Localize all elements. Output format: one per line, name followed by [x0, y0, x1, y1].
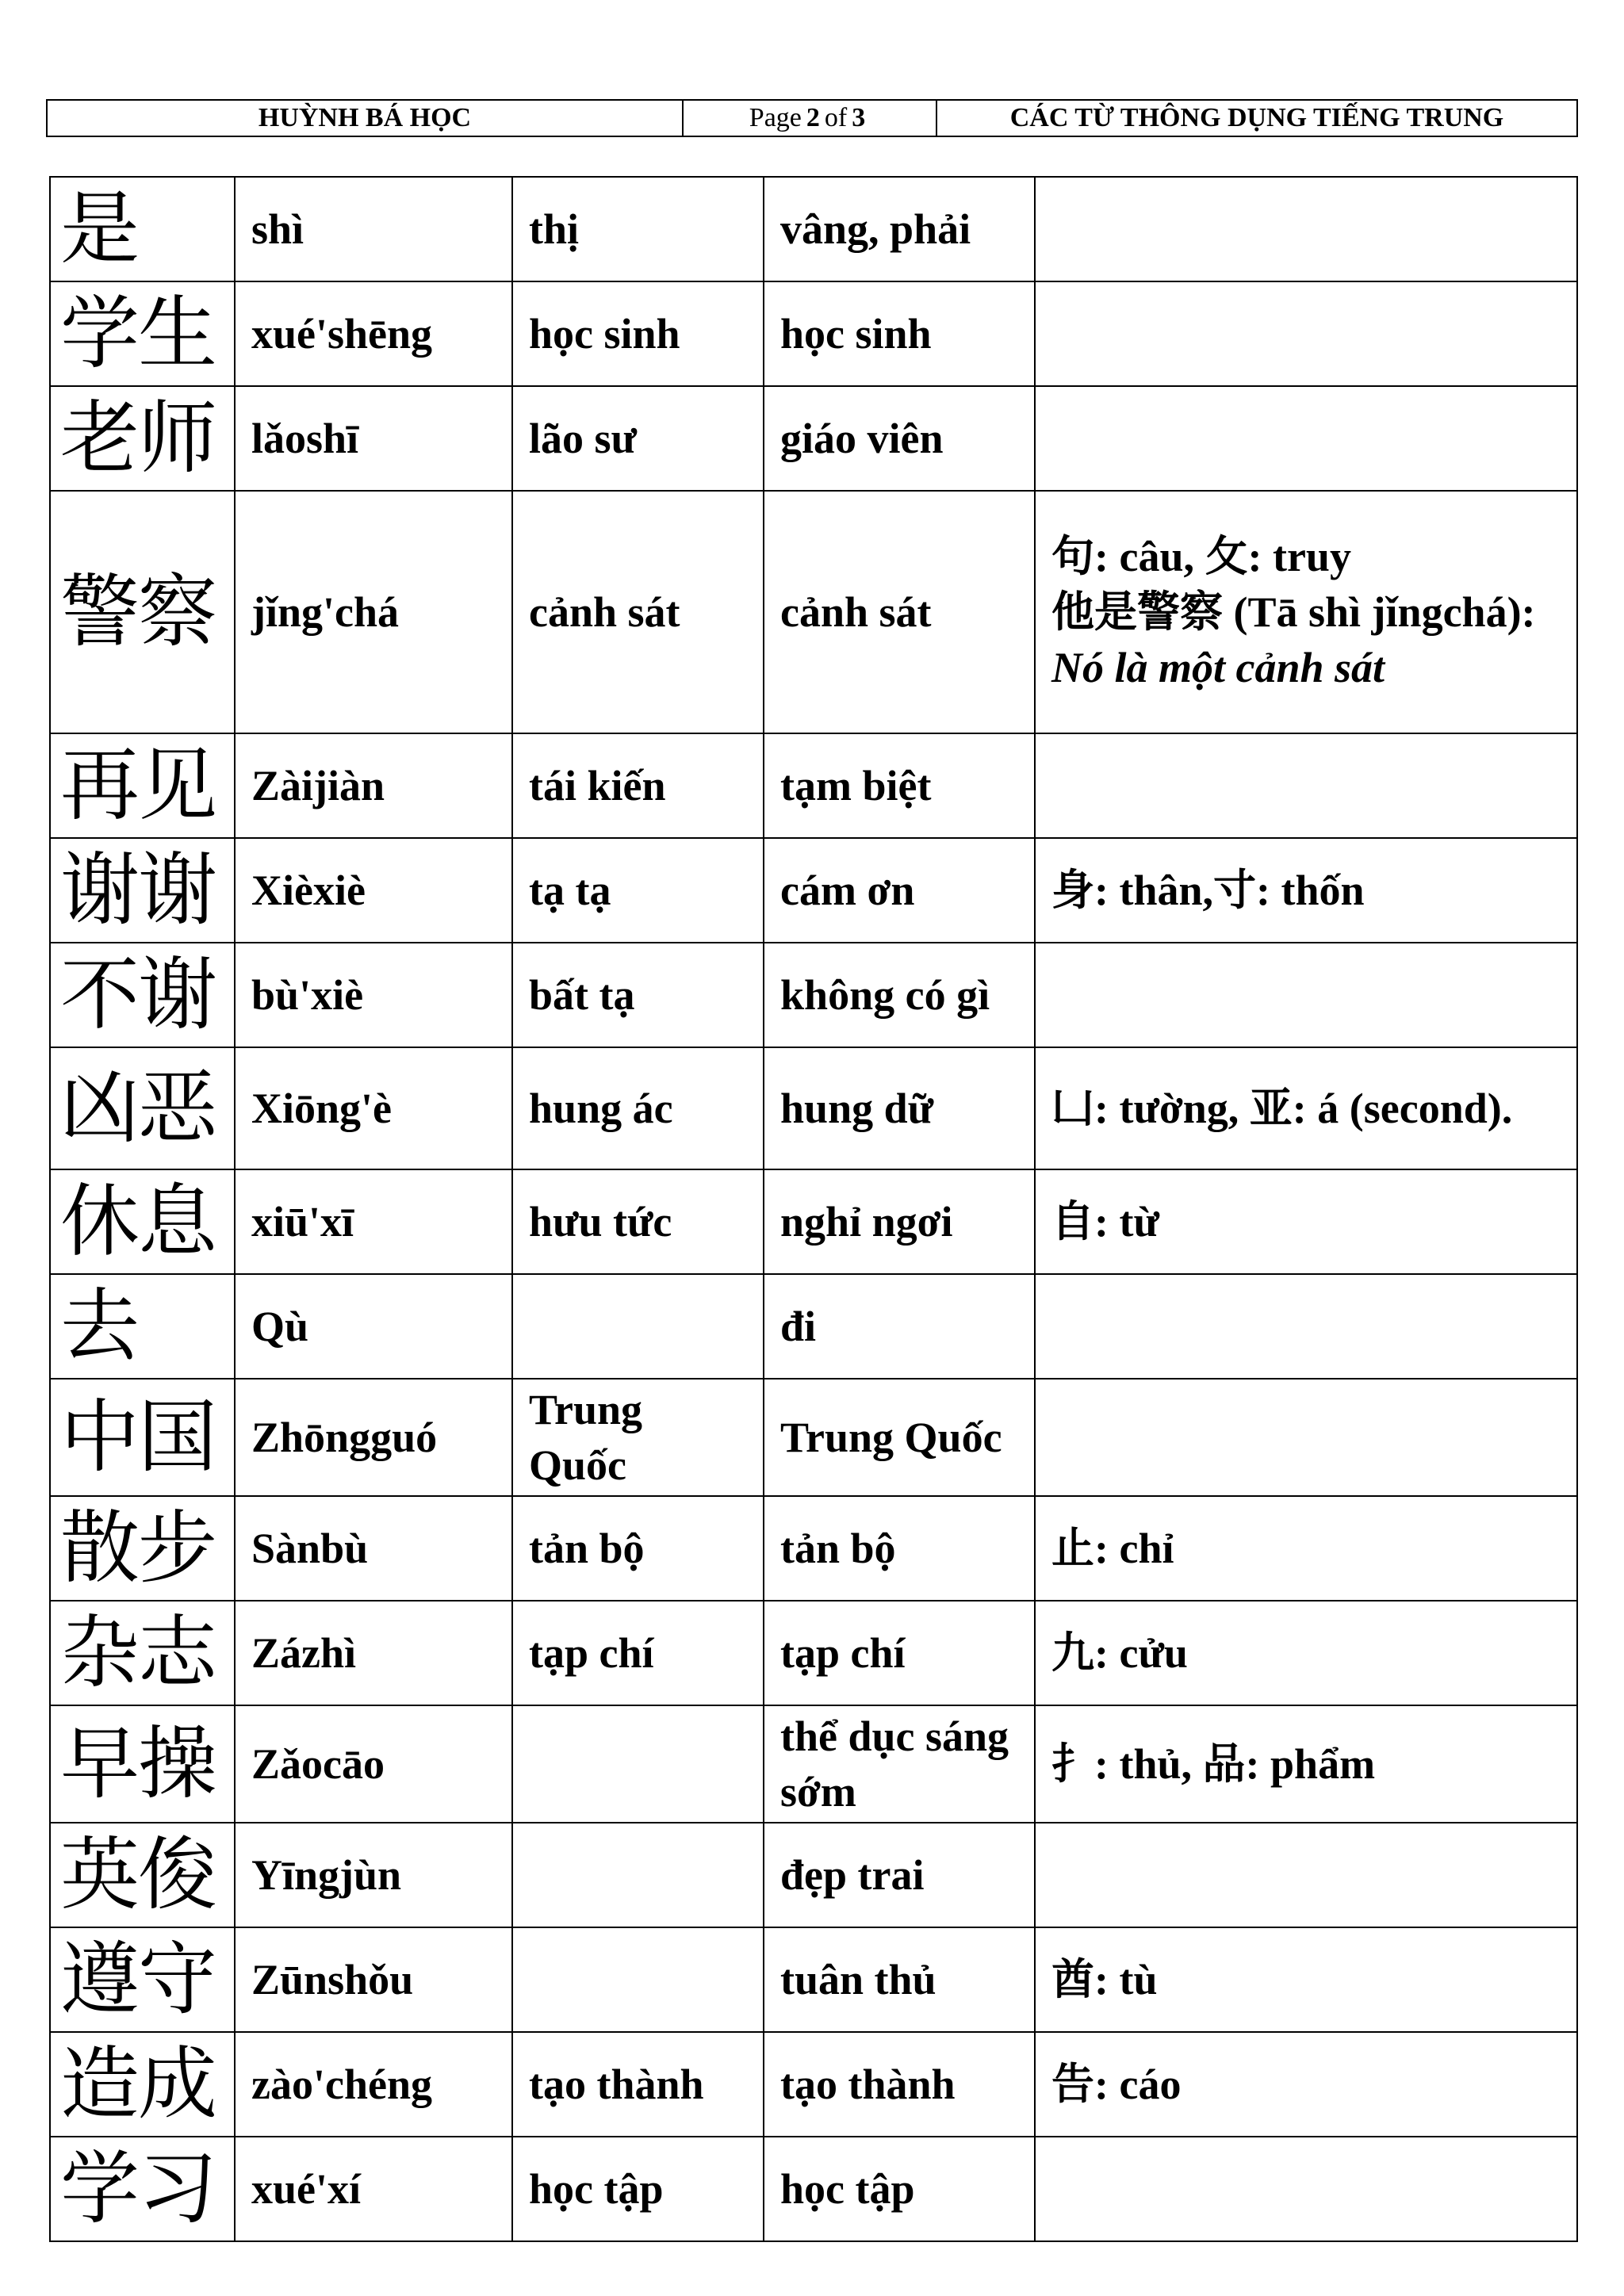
table-row [50, 1601, 1577, 1705]
pinyin-cell: Zàijiàn [235, 733, 512, 838]
hanzi-cell: 谢谢 [50, 838, 235, 943]
hanzi-cell: 学习 [50, 2137, 235, 2241]
table-row [50, 2137, 1577, 2241]
note-cell [1035, 1379, 1577, 1496]
pinyin-cell: zào'chéng [235, 2032, 512, 2137]
table-row [50, 1823, 1577, 1927]
pinyin-cell: Qù [235, 1274, 512, 1379]
note-cell: 自: từ [1035, 1169, 1577, 1274]
hanzi-cell: 凶恶 [50, 1047, 235, 1169]
pinyin-cell: jǐng'chá [235, 491, 512, 733]
meaning-cell: Trung Quốc [764, 1379, 1035, 1496]
table-row [50, 1496, 1577, 1601]
table-row [50, 1379, 1577, 1496]
page-sep: of [824, 103, 848, 132]
pinyin-cell: Yīngjùn [235, 1823, 512, 1927]
pinyin-cell: xué'xí [235, 2137, 512, 2241]
hanzi-cell: 遵守 [50, 1927, 235, 2032]
hanviet-cell: hưu tức [512, 1169, 764, 1274]
hanviet-cell: hung ác [512, 1047, 764, 1169]
table-row [50, 491, 1577, 733]
meaning-cell: không có gì [764, 943, 1035, 1047]
table-row [50, 1927, 1577, 2032]
meaning-cell: tạp chí [764, 1601, 1035, 1705]
note-example-translation: Nó là một cảnh sát [1051, 644, 1385, 692]
hanviet-cell: lão sư [512, 386, 764, 491]
note-cell: 告: cáo [1035, 2032, 1577, 2137]
table-row [50, 281, 1577, 386]
header-doc-title: CÁC TỪ THÔNG DỤNG TIẾNG TRUNG [1009, 103, 1504, 132]
note-cell [1035, 2137, 1577, 2241]
note-cell [1035, 733, 1577, 838]
page-total: 3 [852, 103, 866, 132]
hanzi-cell: 散步 [50, 1496, 235, 1601]
hanzi-cell: 去 [50, 1274, 235, 1379]
hanviet-cell: tạo thành [512, 2032, 764, 2137]
note-cell [1035, 386, 1577, 491]
meaning-cell: tạo thành [764, 2032, 1035, 2137]
meaning-cell: học sinh [764, 281, 1035, 386]
meaning-cell: cảnh sát [764, 491, 1035, 733]
hanviet-cell [512, 1823, 764, 1927]
hanzi-cell: 英俊 [50, 1823, 235, 1927]
hanviet-cell: tạp chí [512, 1601, 764, 1705]
note-cell [1035, 491, 1577, 733]
table-row [50, 1047, 1577, 1169]
hanzi-cell: 早操 [50, 1705, 235, 1823]
meaning-cell: tản bộ [764, 1496, 1035, 1601]
table-row [50, 177, 1577, 281]
pinyin-cell: xué'shēng [235, 281, 512, 386]
hanzi-cell: 警察 [50, 491, 235, 733]
note-cell: 凵: tường, 亚: á (second). [1035, 1047, 1577, 1169]
page-prefix: Page [749, 103, 802, 132]
hanviet-cell: tạ tạ [512, 838, 764, 943]
note-cell: 酋: tù [1035, 1927, 1577, 2032]
pinyin-cell: bù'xiè [235, 943, 512, 1047]
pinyin-cell: Xièxiè [235, 838, 512, 943]
note-cell [1035, 1823, 1577, 1927]
pinyin-cell: Sànbù [235, 1496, 512, 1601]
table-row [50, 1705, 1577, 1823]
table-row [50, 1169, 1577, 1274]
hanviet-cell [512, 1705, 764, 1823]
pinyin-cell: Zhōngguó [235, 1379, 512, 1496]
meaning-cell: giáo viên [764, 386, 1035, 491]
meaning-cell: vâng, phải [764, 177, 1035, 281]
hanviet-cell: cảnh sát [512, 491, 764, 733]
hanzi-cell: 是 [50, 177, 235, 281]
table-row [50, 838, 1577, 943]
pinyin-cell: Xiōng'è [235, 1047, 512, 1169]
meaning-cell: học tập [764, 2137, 1035, 2241]
hanzi-cell: 再见 [50, 733, 235, 838]
meaning-cell: đi [764, 1274, 1035, 1379]
vocabulary-table [49, 176, 1578, 2242]
hanzi-cell: 学生 [50, 281, 235, 386]
table-row [50, 943, 1577, 1047]
hanviet-cell [512, 1927, 764, 2032]
note-cell: 九: cửu [1035, 1601, 1577, 1705]
meaning-cell: hung dữ [764, 1047, 1035, 1169]
pinyin-cell: shì [235, 177, 512, 281]
hanzi-cell: 中国 [50, 1379, 235, 1496]
note-cell [1035, 177, 1577, 281]
meaning-cell: cám ơn [764, 838, 1035, 943]
header-page-number [684, 101, 937, 136]
page-header [46, 99, 1578, 137]
hanzi-cell: 杂志 [50, 1601, 235, 1705]
hanzi-cell: 老师 [50, 386, 235, 491]
hanviet-cell: bất tạ [512, 943, 764, 1047]
table-row [50, 733, 1577, 838]
note-cell [1035, 943, 1577, 1047]
meaning-cell: tuân thủ [764, 1927, 1035, 2032]
table-row [50, 1274, 1577, 1379]
hanzi-cell: 造成 [50, 2032, 235, 2137]
table-row [50, 386, 1577, 491]
page-current: 2 [806, 103, 820, 132]
note-cell [1035, 281, 1577, 386]
note-example: 他是警察 (Tā shì jǐngchá): [1051, 587, 1536, 636]
hanviet-cell: tái kiến [512, 733, 764, 838]
hanviet-cell: Trung Quốc [512, 1379, 764, 1496]
hanviet-cell: học sinh [512, 281, 764, 386]
note-cell: 止: chỉ [1035, 1496, 1577, 1601]
header-author: HUỲNH BÁ HỌC [48, 101, 684, 136]
pinyin-cell: Zūnshǒu [235, 1927, 512, 2032]
note-cell [1035, 1274, 1577, 1379]
pinyin-cell: Zázhì [235, 1601, 512, 1705]
hanviet-cell: tản bộ [512, 1496, 764, 1601]
note-cell: 身: thân,寸: thốn [1035, 838, 1577, 943]
meaning-cell: nghỉ ngơi [764, 1169, 1035, 1274]
hanviet-cell: thị [512, 177, 764, 281]
hanzi-cell: 休息 [50, 1169, 235, 1274]
meaning-cell: thể dục sáng sớm [764, 1705, 1035, 1823]
pinyin-cell: Zǎocāo [235, 1705, 512, 1823]
hanviet-cell [512, 1274, 764, 1379]
pinyin-cell: lǎoshī [235, 386, 512, 491]
pinyin-cell: xiū'xī [235, 1169, 512, 1274]
note-cell: 扌: thủ, 品: phẩm [1035, 1705, 1577, 1823]
meaning-cell: tạm biệt [764, 733, 1035, 838]
hanzi-cell: 不谢 [50, 943, 235, 1047]
table-row [50, 2032, 1577, 2137]
hanviet-cell: học tập [512, 2137, 764, 2241]
note-radicals: 句: câu, 攵: truy [1051, 532, 1351, 580]
meaning-cell: đẹp trai [764, 1823, 1035, 1927]
